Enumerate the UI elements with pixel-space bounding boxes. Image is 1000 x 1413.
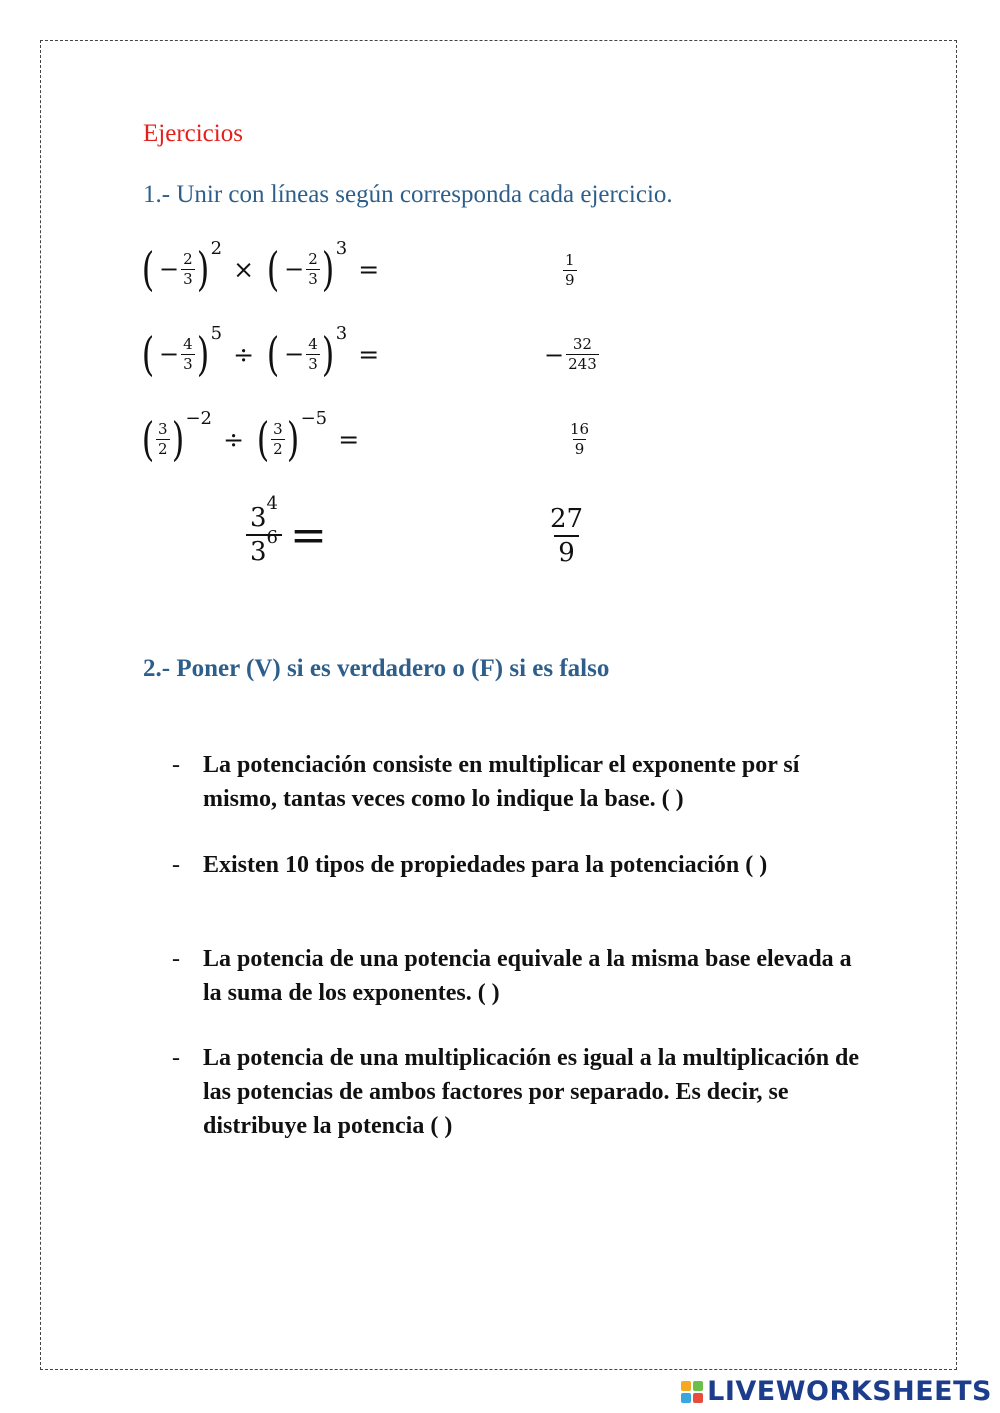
left-expression-4[interactable]: $\frac{34}{36}$ = [246,502,327,568]
question-2-prompt: 2.- Poner (V) si es verdadero o (F) si es falso [143,655,610,682]
left-expression-2[interactable]: ( − $\frac{4}{3}$ )5 ÷ ( − $\frac{4}{3}$ )3 = [141,323,380,381]
left-expression-1[interactable]: ( − $\frac{2}{3}$ )2 × ( − $\frac{2}{3}$ )3 = [141,238,380,296]
question-1-prompt: 1.- Unir con líneas según corresponda cada ejercicio. [143,181,673,208]
liveworksheets-logo[interactable] [681,1376,992,1407]
worksheet-title: Ejercicios [143,120,243,147]
page-border [40,40,957,1370]
right-answer-2[interactable]: − $\frac{32}{243}$ [544,335,597,373]
right-answer-4[interactable]: $\frac{27}{9}$ [550,504,584,568]
right-answer-1[interactable]: $\frac{1}{9}$ [565,251,575,289]
left-expression-3[interactable]: ( $\frac{3}{2}$ )−2 ÷ ( $\frac{3}{2}$ )−5 = [141,408,360,466]
logo-icon [681,1381,703,1403]
right-answer-3[interactable]: $\frac{16}{9}$ [570,420,590,458]
logo-text: LIVEWORKSHEETS [707,1376,992,1407]
